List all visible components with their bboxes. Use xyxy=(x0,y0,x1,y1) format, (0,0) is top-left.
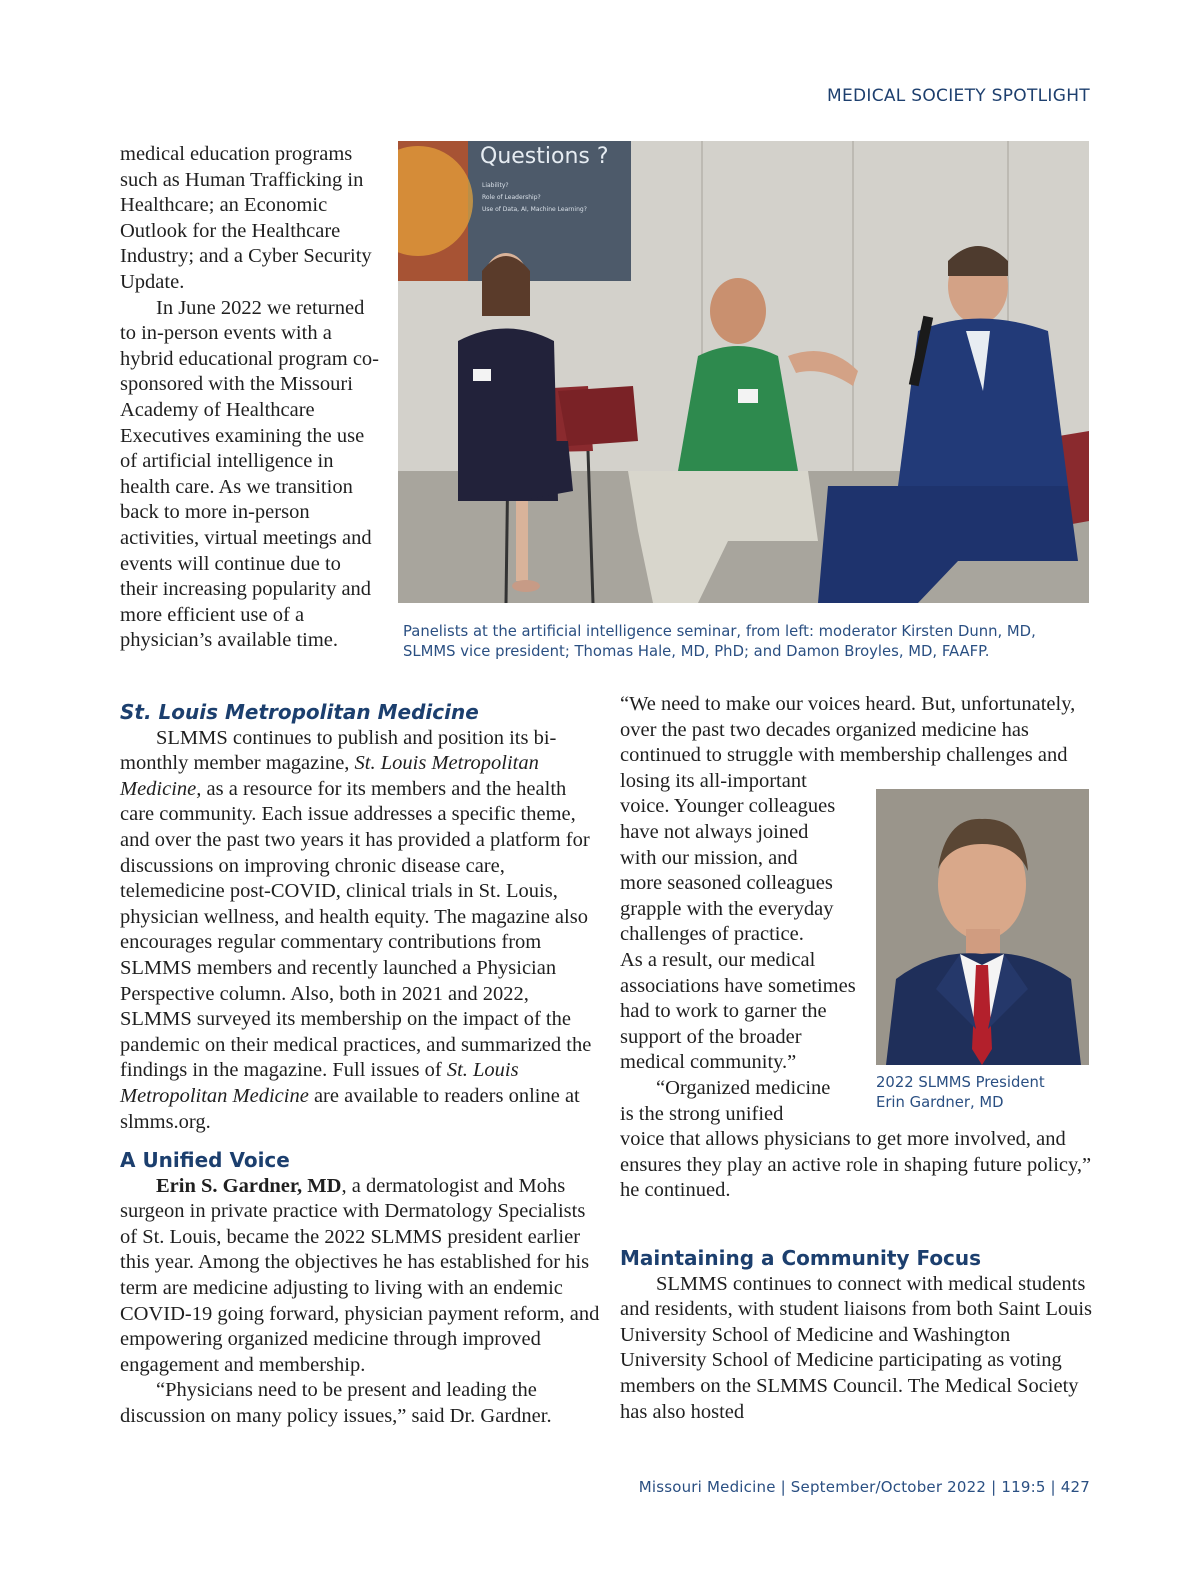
stlm-text-c: as a resource for its members and the health care community. Each issue addresses a specific theme, and over the past two years it has provided a platform for discussions on improving chronic disease care, telemedicine post-COVID, clinical trials in St. Louis, physician wellness, and health equity. The magazine also encourages regular commentary contributions from SLMMS members and recently launched a Physician Perspective column. Also, both in 2021 and 2022, SLMMS surveyed its membership on the impact of the pandemic on their medical practices, and summarized the findings in the magazine. Full issues of xyxy=(120,777,592,1082)
quote-line-12: medical community.” xyxy=(620,1051,797,1074)
panel-photo-illustration xyxy=(398,141,1089,603)
section-stlm xyxy=(120,700,600,1135)
stlm-text-a: SLMMS continues to publish and position its bi-monthly member magazine, xyxy=(120,726,557,775)
intro-paragraph-1: medical education programs such as Human Trafficking in Healthcare; an Economic Outlook for the Healthcare Industry; and a Cyber Security Update. xyxy=(120,143,372,293)
unified-paragraph-2: “Physicians need to be present and leading the discussion on many policy issues,” said Dr. Gardner. xyxy=(120,1379,552,1427)
unified-paragraph-1-rest: , a dermatologist and Mohs surgeon in private practice with Dermatology Specialists of St. Louis, became the 2022 SLMMS president earlier this year. Among the objectives he has established for his term are medicine adjusting to living with an endemic COVID-19 going forward, physician payment reform, and empowering organized medicine through improved engagement and membership. xyxy=(120,1174,600,1376)
quote-line-3: have not always joined xyxy=(620,820,809,843)
panel-photo-caption: Panelists at the artificial intelligence seminar, from left: moderator Kirsten Dunn, MD, SLMMS vice president; Thomas Hale, MD, PhD; and Damon Broyles, MD, FAAFP. xyxy=(403,623,1036,660)
quote2-line-1: “Organized medicine xyxy=(656,1076,831,1099)
quote-line-1: losing its all-important xyxy=(620,769,807,792)
screen-line-3: Use of Data, AI, Machine Learning? xyxy=(482,206,587,213)
panel-photo xyxy=(398,141,1089,603)
intro-paragraph-2: In June 2022 we returned to in-person events with a hybrid educational program co-sponsored with the Missouri Academy of Healthcare Executives examining the use of artificial intelligence in health care. As we transition back to more in-person activities, virtual meetings and events will continue due to their increasing popularity and more efficient use of a physician’s available time. xyxy=(120,296,380,652)
section-unified xyxy=(120,1148,600,1430)
quote-line-7: challenges of practice. xyxy=(620,923,804,946)
quote-line-9: associations have sometimes xyxy=(620,974,856,997)
stlm-paragraph xyxy=(120,726,600,1136)
portrait-illustration xyxy=(876,789,1089,1065)
quote-line-11: support of the broader xyxy=(620,1025,802,1048)
quote-line-5: more seasoned colleagues xyxy=(620,872,833,895)
page-footer: Missouri Medicine | September/October 2022 | 119:5 | 427 xyxy=(638,1478,1090,1496)
quote2-line-2: is the strong unified xyxy=(620,1102,784,1125)
quote-line-10: had to work to garner the xyxy=(620,1000,827,1023)
screen-line-1: Liability? xyxy=(482,182,509,189)
unified-paragraph-1 xyxy=(120,1174,600,1379)
quote-line-2: voice. Younger colleagues xyxy=(620,795,836,818)
section-heading-stlm: St. Louis Metropolitan Medicine xyxy=(120,700,479,724)
section-heading-unified: A Unified Voice xyxy=(120,1148,290,1172)
president-portrait xyxy=(876,789,1089,1065)
screen-title: Questions ? xyxy=(480,144,609,169)
quote2-rest: voice that allows physicians to get more involved, and ensures they play an active role in shaping future policy,” he continued. xyxy=(620,1128,1092,1202)
screen-line-2: Role of Leadership? xyxy=(482,194,541,201)
quote-line-8: As a result, our medical xyxy=(620,948,816,971)
portrait-caption-line-1: 2022 SLMMS President xyxy=(876,1074,1045,1091)
section-heading-community: Maintaining a Community Focus xyxy=(620,1246,982,1270)
stlm-text-e: are available to readers online at slmms.org. xyxy=(120,1084,580,1133)
president-name: Erin S. Gardner, MD xyxy=(156,1174,342,1197)
community-paragraph-1: SLMMS continues to connect with medical students and residents, with student liaisons from both Saint Louis University School of Medicine and Washington University School of Medicine participating as voting members on the SLMMS Council. The Medical Society has also hosted xyxy=(620,1272,1093,1423)
section-community xyxy=(620,1246,1095,1425)
portrait-caption xyxy=(876,1073,1096,1112)
portrait-caption-line-2: Erin Gardner, MD xyxy=(876,1093,1004,1111)
quote-line-4: with our mission, and xyxy=(620,846,798,869)
stlm-magazine-title-2: St. Louis Metropolitan Medicine xyxy=(120,1059,519,1107)
quote-paragraph-1-top: “We need to make our voices heard. But, unfortunately, over the past two decades organized medicine has continued to struggle with membership challenges and xyxy=(620,693,1076,767)
intro-column xyxy=(120,142,382,654)
section-label: MEDICAL SOCIETY SPOTLIGHT xyxy=(827,86,1090,106)
quote-line-6: grapple with the everyday xyxy=(620,897,834,920)
stlm-magazine-title-1: St. Louis Metropolitan Medicine, xyxy=(120,752,539,800)
